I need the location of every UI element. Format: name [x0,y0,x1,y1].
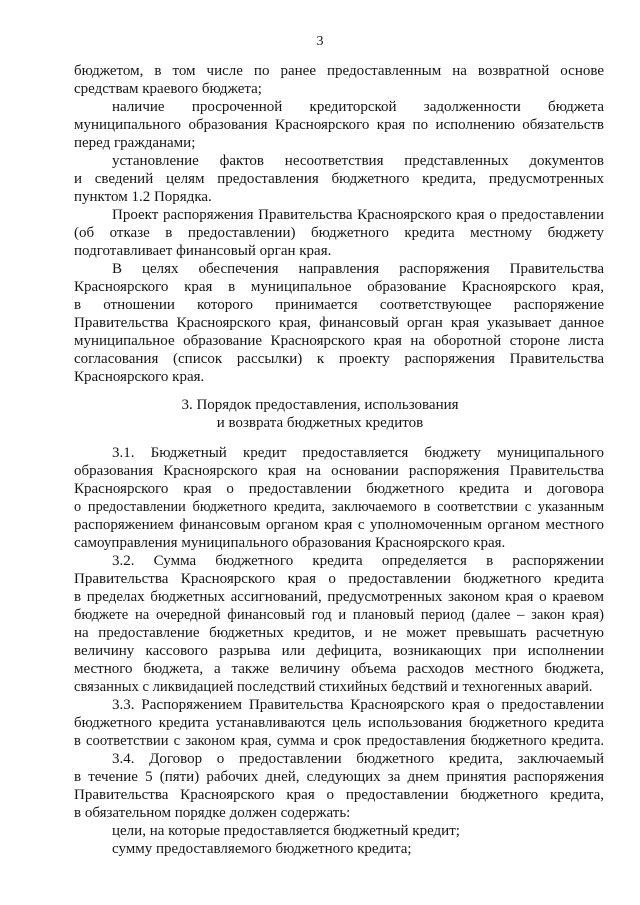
section-heading: 3. Порядок предоставления, использования [181,397,459,413]
text-line: 3.2. Сумма бюджетного кредита определяется в распоряжении [112,553,604,569]
text-line: величину кассового разрыва или дефицита, возникающих при исполнении [74,643,604,659]
text-line: Правительства Красноярского края о предоставлении бюджетного кредита, [74,787,604,803]
text-line: связанных с ликвидацией последствий стихийных бедствий и техногенных аварий. [74,679,593,695]
text-line: Красноярского края в муниципальное образование Красноярского края, [74,279,604,295]
text-line: в обязательном порядке должен содержать: [74,805,351,821]
text-line: распоряжением финансовым органом края с уполномоченным органом местного [74,517,604,533]
text-line: 3.3. Распоряжением Правительства Красноярского края о предоставлении [112,697,604,713]
text-line: Красноярского края о предоставлении бюджетного кредита и договора [74,481,604,497]
text-line: о предоставлении бюджетного кредита, заключаемого в соответствии с указанным [74,499,604,515]
text-line: бюджетного кредита устанавливаются цель использования бюджетного кредита [74,715,604,731]
text-line: перед гражданами; [74,135,196,151]
text-line: муниципального образования Красноярского края по исполнению обязательств [74,117,604,133]
text-line: подготавливает финансовый орган края. [74,243,332,259]
text-line: в течение 5 (пяти) рабочих дней, следующих за днем принятия распоряжения [74,769,604,785]
text-line: бюджетом, в том числе по ранее предоставленным на возвратной основе [74,63,604,79]
text-line: Правительства Красноярского края о предоставлении бюджетного кредита [74,571,604,587]
text-line: (об отказе в предоставлении) бюджетного кредита местному бюджету [74,225,604,241]
text-line: в отношении которого принимается соответствующее распоряжение [74,297,604,313]
text-line: в пределах бюджетных ассигнований, предусмотренных законом края о краевом [74,589,604,605]
text-line: 3.4. Договор о предоставлении бюджетного кредита, заключаемый [112,751,604,767]
text-line: и сведений целям предоставления бюджетного кредита, предусмотренных [74,171,604,187]
text-line: пунктом 1.2 Порядка. [74,189,212,205]
text-line: средствам краевого бюджета; [74,81,262,97]
text-line: муниципальное образование Красноярского края на оборотной стороне листа [74,333,604,349]
text-line: в соответствии с законом края, сумма и срок предоставления бюджетного кредита. [74,733,604,749]
text-line: самоуправления муниципального образования Красноярского края. [74,535,506,551]
text-line: местного бюджета, а также величину объема расходов местного бюджета, [74,661,604,677]
section-heading: и возврата бюджетных кредитов [216,415,424,431]
text-line: В целях обеспечения направления распоряжения Правительства [112,261,604,277]
text-line: Проект распоряжения Правительства Красноярского края о предоставлении [112,207,604,223]
text-line: 3.1. Бюджетный кредит предоставляется бюджету муниципального [112,445,604,461]
text-line: цели, на которые предоставляется бюджетный кредит; [112,823,460,839]
text-line: наличие просроченной кредиторской задолженности бюджета [112,99,604,115]
text-line: согласования (список рассылки) к проекту распоряжения Правительства [74,351,604,367]
text-line: на предоставление бюджетных кредитов, и не может превышать расчетную [74,625,604,641]
page-number: 3 [316,34,324,49]
text-line: Правительства Красноярского края, финансовый орган края указывает данное [74,315,604,331]
text-line: образования Красноярского края на основании распоряжения Правительства [74,463,604,479]
text-line: сумму предоставляемого бюджетного кредита; [112,841,412,857]
text-line: бюджете на очередной финансовый год и плановый период (далее – закон края) [74,607,604,623]
text-line: Красноярского края. [74,369,205,385]
text-line: установление фактов несоответствия представленных документов [112,153,604,169]
